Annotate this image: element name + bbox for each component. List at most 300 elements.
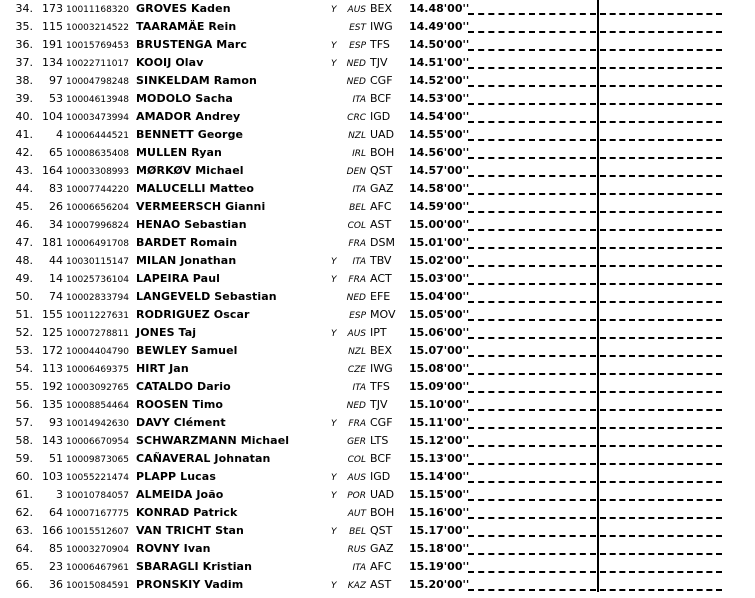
dotted-fill-line: [600, 157, 722, 159]
dotted-fill-line: [600, 193, 722, 195]
time-cell: 14.57'00'': [409, 164, 470, 177]
time-cell: 15.02'00'': [409, 254, 470, 267]
rank-cell: 50.: [15, 290, 33, 303]
bib-cell: 164: [42, 164, 63, 177]
dotted-fill-line: [600, 535, 722, 537]
time-cell: 15.06'00'': [409, 326, 470, 339]
nationality-cell: AUS: [347, 473, 366, 483]
bib-cell: 172: [42, 344, 63, 357]
nationality-cell: RUS: [347, 545, 366, 555]
team-code-cell: QST: [370, 524, 393, 537]
bib-cell: 115: [42, 20, 63, 33]
nationality-cell: POR: [347, 491, 366, 501]
result-row: [0, 270, 755, 288]
dotted-fill-line: [600, 481, 722, 483]
time-cell: 15.12'00'': [409, 434, 470, 447]
rank-cell: 55.: [15, 380, 33, 393]
dotted-fill-line: [468, 247, 596, 249]
dotted-fill-line: [600, 229, 722, 231]
rank-cell: 58.: [15, 434, 33, 447]
dotted-fill-line: [600, 517, 722, 519]
team-code-cell: QST: [370, 164, 393, 177]
rank-cell: 62.: [15, 506, 33, 519]
dotted-fill-line: [468, 193, 596, 195]
bib-cell: 64: [49, 506, 63, 519]
result-row: [0, 522, 755, 540]
nationality-cell: ITA: [352, 185, 366, 195]
rider-name-cell: KONRAD Patrick: [136, 506, 238, 519]
dotted-fill-line: [468, 427, 596, 429]
dotted-fill-line: [468, 409, 596, 411]
time-cell: 15.10'00'': [409, 398, 470, 411]
time-cell: 15.03'00'': [409, 272, 470, 285]
team-code-cell: TJV: [370, 56, 388, 69]
nationality-cell: ITA: [352, 563, 366, 573]
rider-name-cell: MALUCELLI Matteo: [136, 182, 255, 195]
dotted-fill-line: [600, 49, 722, 51]
team-code-cell: IPT: [370, 326, 387, 339]
uci-id-cell: 10006656204: [66, 203, 129, 213]
rank-cell: 44.: [15, 182, 33, 195]
rider-name-cell: HENAO Sebastian: [136, 218, 247, 231]
team-code-cell: GAZ: [370, 182, 394, 195]
team-code-cell: GAZ: [370, 542, 394, 555]
dotted-fill-line: [600, 13, 722, 15]
bib-cell: 104: [42, 110, 63, 123]
team-code-cell: DSM: [370, 236, 395, 249]
rider-name-cell: MULLEN Ryan: [136, 146, 222, 159]
dotted-fill-line: [468, 211, 596, 213]
result-row: [0, 18, 755, 36]
rider-name-cell: ALMEIDA João: [136, 488, 224, 501]
dotted-fill-line: [468, 571, 596, 573]
uci-id-cell: 10025736104: [66, 275, 129, 285]
nationality-cell: GER: [347, 437, 366, 447]
rank-cell: 38.: [15, 74, 33, 87]
result-row: [0, 126, 755, 144]
young-rider-marker: Y: [331, 275, 337, 285]
uci-id-cell: 10006491708: [66, 239, 129, 249]
rank-cell: 46.: [15, 218, 33, 231]
uci-id-cell: 10011227631: [66, 311, 129, 321]
result-row: [0, 324, 755, 342]
young-rider-marker: Y: [331, 473, 337, 483]
rider-name-cell: AMADOR Andrey: [136, 110, 241, 123]
bib-cell: 74: [49, 290, 63, 303]
time-cell: 15.01'00'': [409, 236, 470, 249]
uci-id-cell: 10006469375: [66, 365, 129, 375]
dotted-fill-line: [468, 283, 596, 285]
nationality-cell: NZL: [348, 347, 366, 357]
result-row: [0, 432, 755, 450]
result-row: [0, 396, 755, 414]
bib-cell: 192: [42, 380, 63, 393]
dotted-fill-line: [468, 31, 596, 33]
team-code-cell: BOH: [370, 506, 395, 519]
dotted-fill-line: [468, 301, 596, 303]
result-row: [0, 0, 755, 18]
rank-cell: 43.: [15, 164, 33, 177]
time-cell: 15.19'00'': [409, 560, 470, 573]
nationality-cell: AUT: [347, 509, 366, 519]
dotted-fill-line: [468, 553, 596, 555]
team-code-cell: UAD: [370, 488, 395, 501]
result-row: [0, 198, 755, 216]
uci-id-cell: 10006467961: [66, 563, 129, 573]
time-cell: 14.48'00'': [409, 2, 470, 15]
young-rider-marker: Y: [331, 5, 337, 15]
time-cell: 15.11'00'': [409, 416, 470, 429]
dotted-fill-line: [468, 319, 596, 321]
team-code-cell: IGD: [370, 110, 391, 123]
dotted-fill-line: [600, 139, 722, 141]
uci-id-cell: 10003270904: [66, 545, 129, 555]
rank-cell: 65.: [15, 560, 33, 573]
dotted-fill-line: [468, 445, 596, 447]
rider-name-cell: JONES Taj: [136, 326, 197, 339]
dotted-fill-line: [600, 319, 722, 321]
rank-cell: 64.: [15, 542, 33, 555]
dotted-fill-line: [468, 67, 596, 69]
uci-id-cell: 10003473994: [66, 113, 129, 123]
result-row: [0, 36, 755, 54]
rank-cell: 56.: [15, 398, 33, 411]
dotted-fill-line: [468, 337, 596, 339]
uci-id-cell: 10014942630: [66, 419, 129, 429]
young-rider-marker: Y: [331, 419, 337, 429]
bib-cell: 14: [49, 272, 63, 285]
team-code-cell: AST: [370, 218, 392, 231]
result-row: [0, 342, 755, 360]
dotted-fill-line: [600, 85, 722, 87]
young-rider-marker: Y: [331, 329, 337, 339]
uci-id-cell: 10015769453: [66, 41, 129, 51]
dotted-fill-line: [600, 337, 722, 339]
dotted-fill-line: [468, 103, 596, 105]
rider-name-cell: KOOIJ Olav: [136, 56, 204, 69]
rank-cell: 49.: [15, 272, 33, 285]
dotted-fill-line: [468, 139, 596, 141]
result-row: [0, 468, 755, 486]
rider-name-cell: GROVES Kaden: [136, 2, 231, 15]
dotted-fill-line: [468, 13, 596, 15]
time-cell: 14.58'00'': [409, 182, 470, 195]
result-row: [0, 414, 755, 432]
rider-name-cell: VAN TRICHT Stan: [136, 524, 244, 537]
time-cell: 15.07'00'': [409, 344, 470, 357]
young-rider-marker: Y: [331, 581, 337, 591]
result-row: [0, 360, 755, 378]
bib-cell: 26: [49, 200, 63, 213]
dotted-fill-line: [468, 121, 596, 123]
time-cell: 15.08'00'': [409, 362, 470, 375]
nationality-cell: FRA: [348, 419, 366, 429]
time-cell: 15.18'00'': [409, 542, 470, 555]
result-row: [0, 216, 755, 234]
rider-name-cell: MØRKØV Michael: [136, 164, 244, 177]
rider-name-cell: DAVY Clément: [136, 416, 226, 429]
dotted-fill-line: [600, 67, 722, 69]
uci-id-cell: 10022711017: [66, 59, 129, 69]
dotted-fill-line: [600, 121, 722, 123]
result-row: [0, 108, 755, 126]
result-row: [0, 54, 755, 72]
uci-id-cell: 10002833794: [66, 293, 129, 303]
dotted-fill-line: [468, 499, 596, 501]
dotted-fill-line: [468, 229, 596, 231]
dotted-fill-line: [468, 157, 596, 159]
rank-cell: 47.: [15, 236, 33, 249]
dotted-fill-line: [600, 427, 722, 429]
nationality-cell: NZL: [348, 131, 366, 141]
dotted-fill-line: [600, 265, 722, 267]
nationality-cell: ITA: [352, 257, 366, 267]
time-cell: 15.14'00'': [409, 470, 470, 483]
dotted-fill-line: [468, 265, 596, 267]
bib-cell: 181: [42, 236, 63, 249]
rider-name-cell: HIRT Jan: [136, 362, 189, 375]
bib-cell: 135: [42, 398, 63, 411]
result-row: [0, 90, 755, 108]
team-code-cell: IWG: [370, 362, 393, 375]
rider-name-cell: BENNETT George: [136, 128, 244, 141]
time-cell: 15.00'00'': [409, 218, 470, 231]
team-code-cell: CGF: [370, 74, 393, 87]
nationality-cell: ESP: [349, 41, 366, 51]
dotted-fill-line: [468, 175, 596, 177]
rider-name-cell: BRUSTENGA Marc: [136, 38, 248, 51]
result-row: [0, 450, 755, 468]
bib-cell: 191: [42, 38, 63, 51]
rank-cell: 60.: [15, 470, 33, 483]
time-cell: 15.05'00'': [409, 308, 470, 321]
rider-name-cell: TAARAMÄE Rein: [136, 20, 237, 33]
dotted-fill-line: [600, 409, 722, 411]
uci-id-cell: 10007996824: [66, 221, 129, 231]
nationality-cell: KAZ: [347, 581, 366, 591]
time-cell: 15.13'00'': [409, 452, 470, 465]
rank-cell: 36.: [15, 38, 33, 51]
dotted-fill-line: [600, 571, 722, 573]
uci-id-cell: 10003214522: [66, 23, 129, 33]
bib-cell: 143: [42, 434, 63, 447]
team-code-cell: BEX: [370, 2, 393, 15]
uci-id-cell: 10015084591: [66, 581, 129, 591]
time-cell: 15.20'00'': [409, 578, 470, 591]
young-rider-marker: Y: [331, 41, 337, 51]
rider-name-cell: MILAN Jonathan: [136, 254, 237, 267]
time-cell: 15.04'00'': [409, 290, 470, 303]
uci-id-cell: 10008635408: [66, 149, 129, 159]
time-cell: 15.09'00'': [409, 380, 470, 393]
result-row: [0, 288, 755, 306]
team-code-cell: AST: [370, 578, 392, 591]
nationality-cell: AUS: [347, 5, 366, 15]
team-code-cell: AFC: [370, 200, 392, 213]
uci-id-cell: 10015512607: [66, 527, 129, 537]
uci-id-cell: 10007167775: [66, 509, 129, 519]
uci-id-cell: 10007278811: [66, 329, 129, 339]
dotted-fill-line: [600, 373, 722, 375]
dotted-fill-line: [600, 499, 722, 501]
result-row: [0, 486, 755, 504]
rank-cell: 41.: [15, 128, 33, 141]
bib-cell: 51: [49, 452, 63, 465]
dotted-fill-line: [468, 481, 596, 483]
rider-name-cell: ROOSEN Timo: [136, 398, 224, 411]
nationality-cell: FRA: [348, 239, 366, 249]
rank-cell: 35.: [15, 20, 33, 33]
rider-name-cell: VERMEERSCH Gianni: [136, 200, 266, 213]
uci-id-cell: 10007744220: [66, 185, 129, 195]
dotted-fill-line: [600, 247, 722, 249]
result-row: [0, 144, 755, 162]
bib-cell: 85: [49, 542, 63, 555]
uci-id-cell: 10055221474: [66, 473, 129, 483]
dotted-fill-line: [468, 49, 596, 51]
uci-id-cell: 10004404790: [66, 347, 129, 357]
dotted-fill-line: [600, 103, 722, 105]
bib-cell: 4: [56, 128, 63, 141]
dotted-fill-line: [600, 301, 722, 303]
dotted-fill-line: [468, 85, 596, 87]
dotted-fill-line: [600, 283, 722, 285]
team-code-cell: TFS: [370, 38, 390, 51]
nationality-cell: ITA: [352, 383, 366, 393]
time-cell: 14.56'00'': [409, 146, 470, 159]
time-cell: 14.49'00'': [409, 20, 470, 33]
dotted-fill-line: [468, 391, 596, 393]
nationality-cell: BEL: [349, 203, 366, 213]
rider-name-cell: CATALDO Dario: [136, 380, 231, 393]
rank-cell: 66.: [15, 578, 33, 591]
rank-cell: 42.: [15, 146, 33, 159]
time-cell: 15.16'00'': [409, 506, 470, 519]
nationality-cell: IRL: [352, 149, 366, 159]
dotted-fill-line: [600, 355, 722, 357]
young-rider-marker: Y: [331, 491, 337, 501]
nationality-cell: FRA: [348, 275, 366, 285]
dotted-fill-line: [600, 31, 722, 33]
rider-name-cell: PRONSKIY Vadim: [136, 578, 244, 591]
bib-cell: 83: [49, 182, 63, 195]
rank-cell: 54.: [15, 362, 33, 375]
rider-name-cell: SINKELDAM Ramon: [136, 74, 257, 87]
rider-name-cell: SBARAGLI Kristian: [136, 560, 253, 573]
bib-cell: 113: [42, 362, 63, 375]
nationality-cell: COL: [347, 221, 366, 231]
rank-cell: 48.: [15, 254, 33, 267]
dotted-fill-line: [600, 553, 722, 555]
young-rider-marker: Y: [331, 527, 337, 537]
time-cell: 15.17'00'': [409, 524, 470, 537]
team-code-cell: AFC: [370, 560, 392, 573]
team-code-cell: IGD: [370, 470, 391, 483]
bib-cell: 3: [56, 488, 63, 501]
team-code-cell: CGF: [370, 416, 393, 429]
young-rider-marker: Y: [331, 59, 337, 69]
nationality-cell: ITA: [352, 95, 366, 105]
time-cell: 14.53'00'': [409, 92, 470, 105]
team-code-cell: LTS: [370, 434, 389, 447]
uci-id-cell: 10009873065: [66, 455, 129, 465]
result-row: [0, 558, 755, 576]
rank-cell: 40.: [15, 110, 33, 123]
team-code-cell: BCF: [370, 92, 392, 105]
team-code-cell: EFE: [370, 290, 391, 303]
dotted-fill-line: [600, 391, 722, 393]
rider-name-cell: MODOLO Sacha: [136, 92, 233, 105]
rider-name-cell: RODRIGUEZ Oscar: [136, 308, 250, 321]
bib-cell: 173: [42, 2, 63, 15]
rider-name-cell: LAPEIRA Paul: [136, 272, 220, 285]
nationality-cell: NED: [346, 293, 366, 303]
rank-cell: 52.: [15, 326, 33, 339]
time-cell: 15.15'00'': [409, 488, 470, 501]
team-code-cell: TBV: [370, 254, 392, 267]
rider-name-cell: PLAPP Lucas: [136, 470, 216, 483]
bib-cell: 103: [42, 470, 63, 483]
result-row: [0, 540, 755, 558]
team-code-cell: TJV: [370, 398, 388, 411]
bib-cell: 44: [49, 254, 63, 267]
team-code-cell: BEX: [370, 344, 393, 357]
dotted-fill-line: [600, 445, 722, 447]
bib-cell: 97: [49, 74, 63, 87]
nationality-cell: BEL: [349, 527, 366, 537]
dotted-fill-line: [468, 517, 596, 519]
uci-id-cell: 10006444521: [66, 131, 129, 141]
dotted-fill-line: [468, 589, 596, 591]
uci-id-cell: 10030115147: [66, 257, 129, 267]
rank-cell: 59.: [15, 452, 33, 465]
rank-cell: 37.: [15, 56, 33, 69]
uci-id-cell: 10003092765: [66, 383, 129, 393]
time-cell: 14.50'00'': [409, 38, 470, 51]
nationality-cell: CRC: [347, 113, 366, 123]
rider-name-cell: SCHWARZMANN Michael: [136, 434, 290, 447]
team-code-cell: UAD: [370, 128, 395, 141]
result-row: [0, 162, 755, 180]
result-row: [0, 234, 755, 252]
bib-cell: 134: [42, 56, 63, 69]
rank-cell: 39.: [15, 92, 33, 105]
bib-cell: 155: [42, 308, 63, 321]
time-cell: 14.59'00'': [409, 200, 470, 213]
result-row: [0, 306, 755, 324]
rank-cell: 57.: [15, 416, 33, 429]
uci-id-cell: 10004613948: [66, 95, 129, 105]
uci-id-cell: 10011168320: [66, 5, 129, 15]
rank-cell: 34.: [15, 2, 33, 15]
team-code-cell: ACT: [370, 272, 392, 285]
dotted-fill-line: [468, 373, 596, 375]
uci-id-cell: 10006670954: [66, 437, 129, 447]
dotted-fill-line: [468, 535, 596, 537]
time-cell: 14.52'00'': [409, 74, 470, 87]
time-cell: 14.51'00'': [409, 56, 470, 69]
nationality-cell: DEN: [346, 167, 366, 177]
rider-name-cell: ROVNY Ivan: [136, 542, 211, 555]
young-rider-marker: Y: [331, 257, 337, 267]
result-row: [0, 72, 755, 90]
uci-id-cell: 10010784057: [66, 491, 129, 501]
bib-cell: 34: [49, 218, 63, 231]
nationality-cell: EST: [349, 23, 366, 33]
time-cell: 14.54'00'': [409, 110, 470, 123]
result-row: [0, 252, 755, 270]
result-row: [0, 504, 755, 522]
